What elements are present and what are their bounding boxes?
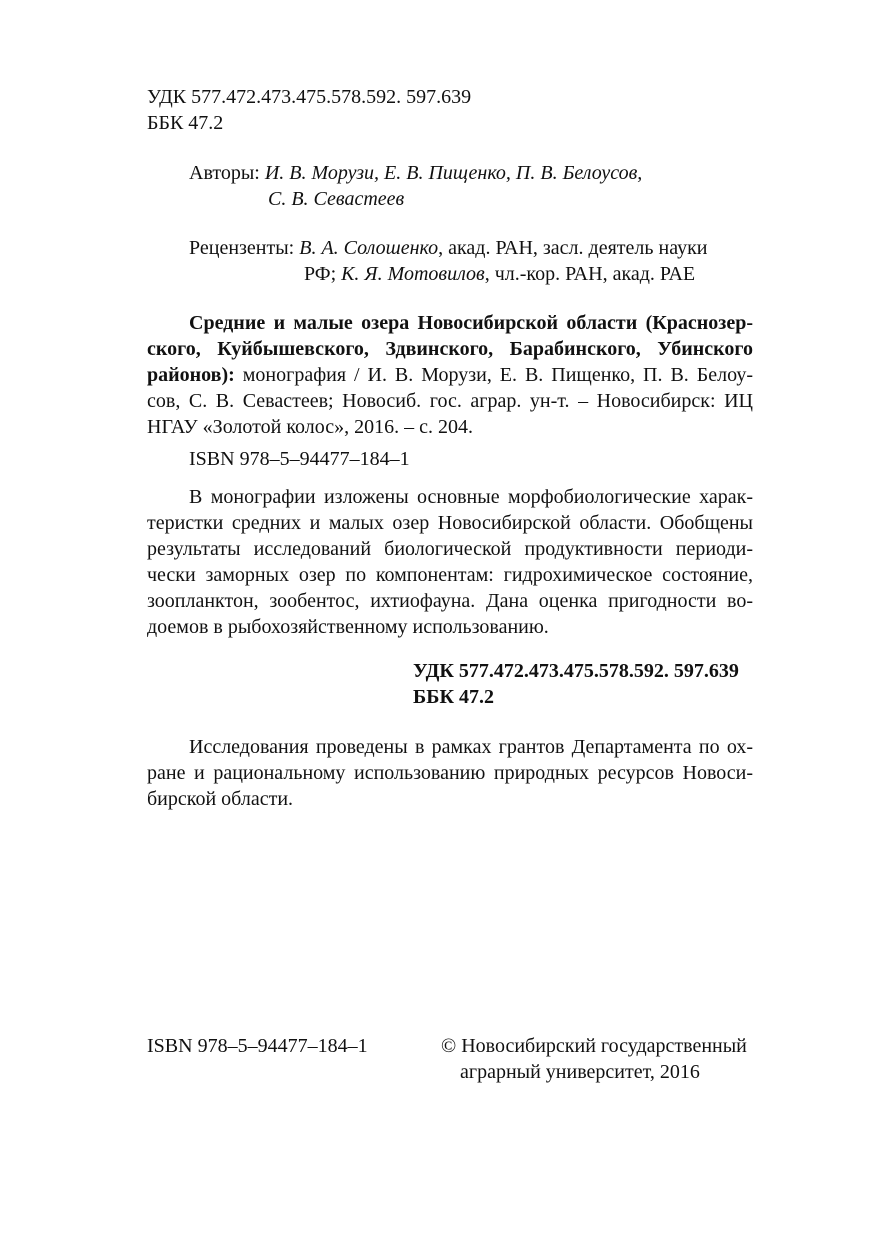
bibliography-line-3 (147, 362, 753, 388)
header-udk: УДК 577.472.473.475.578.592. 597.639 (147, 86, 472, 108)
abstract-line-3: результаты исследований биологической продуктивности периоди- (147, 538, 753, 560)
bibliography-title-line-1: Средние и малые озера Новосибирской области (Краснозер- (189, 312, 753, 334)
classification-bbk: ББК 47.2 (413, 686, 494, 708)
copyright-line-1: © Новосибирский государственный (441, 1035, 747, 1057)
abstract-line-6: доемов в рыбохозяйственному использованию. (147, 616, 549, 638)
authors-names-1: И. В. Морузи, Е. В. Пищенко, П. В. Белоусов, (264, 162, 643, 184)
reviewer-title-2: , чл.-кор. РАН, акад. РАЕ (484, 263, 696, 285)
footer-copyright (441, 1033, 747, 1085)
bibliography-title-end: районов): (147, 364, 235, 386)
header-bbk: ББК 47.2 (147, 112, 224, 134)
classification-udk: УДК 577.472.473.475.578.592. 597.639 (413, 660, 739, 682)
abstract-line-4: чески заморных озер по компонентам: гидрохимическое состояние, (147, 564, 753, 586)
isbn: ISBN 978–5–94477–184–1 (189, 448, 410, 470)
reviewers-line-2 (189, 261, 708, 287)
bibliographic-description (147, 310, 753, 440)
bibliography-line-4: сов, С. В. Севастеев; Новосиб. гос. аграр. ун-т. – Новосибирск: ИЦ (147, 390, 753, 412)
grant-line-1: Исследования проведены в рамках грантов Департамента по ох- (189, 736, 753, 758)
footer-isbn: ISBN 978–5–94477–184–1 (147, 1035, 368, 1057)
authors-names-2: С. В. Севастеев (268, 188, 405, 210)
grant-note (147, 734, 753, 812)
abstract-line-1: В монографии изложены основные морфобиологические харак- (189, 486, 753, 508)
reviewer-name-2: К. Я. Мотовилов (341, 263, 485, 285)
abstract-line-5: зоопланктон, зообентос, ихтиофауна. Дана оценка пригодности во- (147, 590, 753, 612)
grant-line-3: бирской области. (147, 788, 294, 810)
authors (189, 160, 642, 212)
reviewer-title-1: , акад. РАН, засл. деятель науки (438, 237, 708, 259)
reviewers (189, 235, 708, 287)
abstract-line-2: теристки средних и малых озер Новосибирской области. Обобщены (147, 512, 753, 534)
header-classification (147, 84, 471, 136)
bibliography-authors: монография / И. В. Морузи, Е. В. Пищенко, П. В. Белоу- (234, 364, 753, 386)
bibliography-title-line-2: ского, Куйбышевского, Здвинского, Барабинского, Убинского (147, 338, 753, 360)
classification-block (413, 658, 739, 710)
bibliography-line-5: НГАУ «Золотой колос», 2016. – с. 204. (147, 416, 473, 438)
abstract (147, 484, 753, 640)
reviewer-title-1-cont: РФ; (304, 263, 342, 285)
reviewers-line-1 (189, 235, 708, 261)
reviewers-label: Рецензенты: (189, 237, 295, 259)
authors-label: Авторы: (189, 162, 260, 184)
copyright-line-2: аграрный университет, 2016 (460, 1061, 700, 1083)
reviewer-name-1: В. А. Солошенко (299, 237, 439, 259)
grant-line-2: ране и рациональному использованию природных ресурсов Новоси- (147, 762, 753, 784)
authors-line-1 (189, 160, 642, 186)
